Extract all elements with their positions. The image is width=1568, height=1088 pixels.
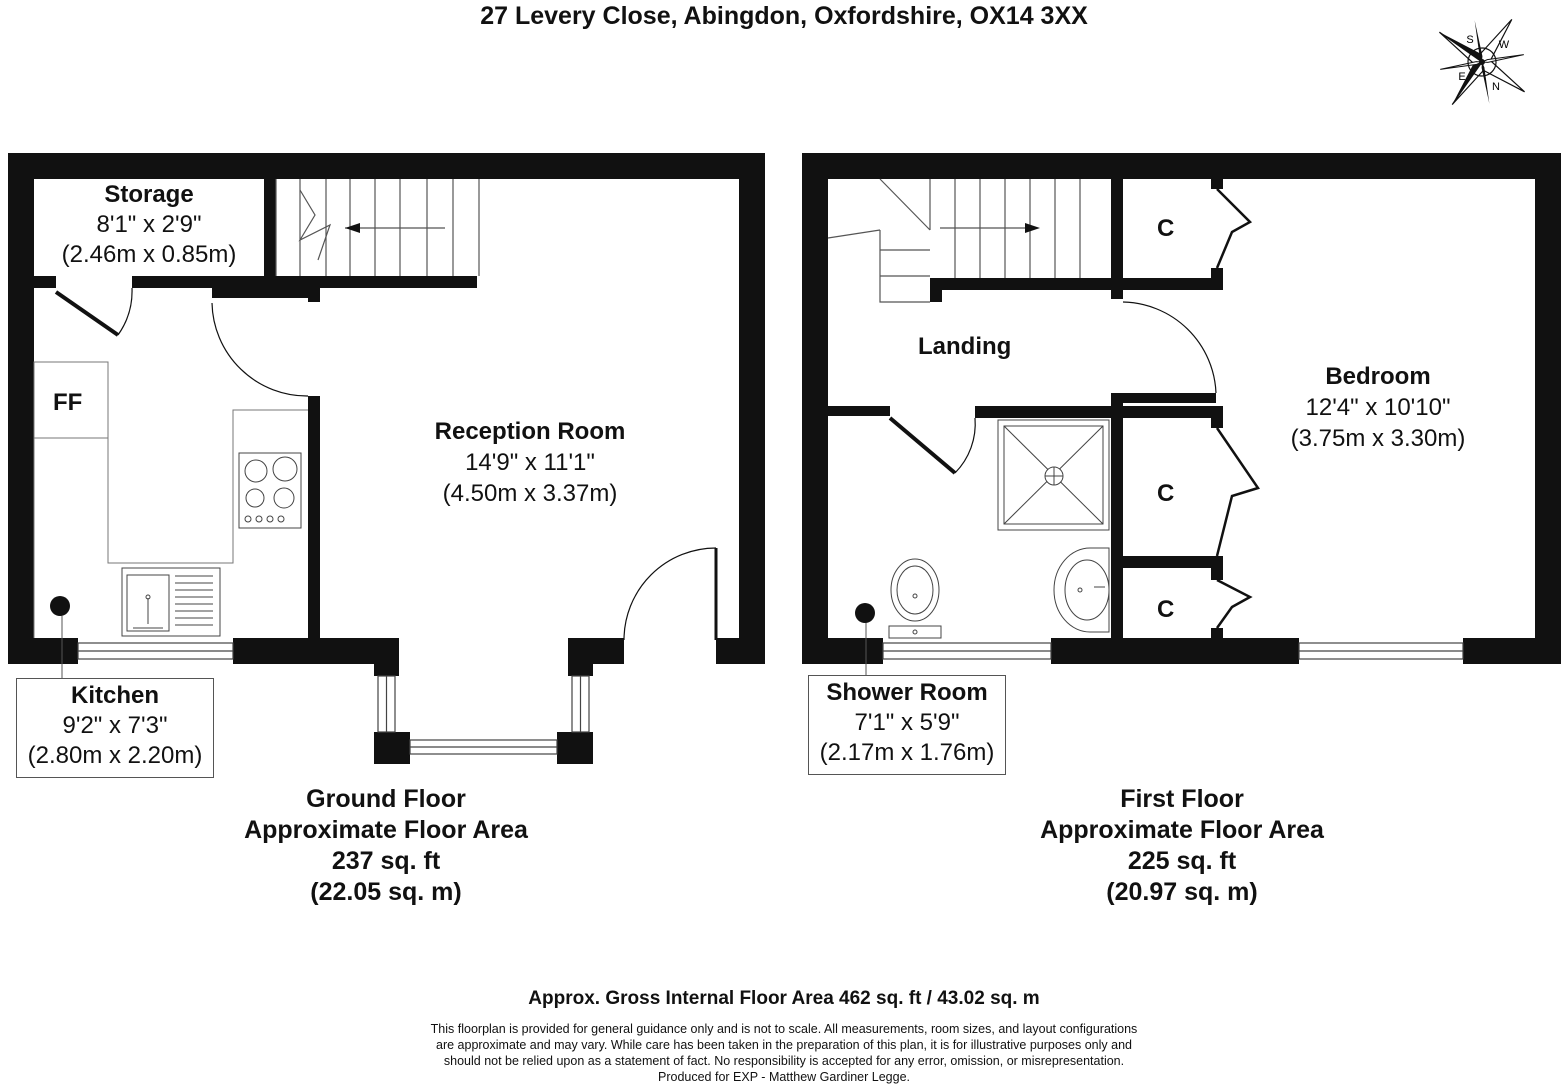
shower-room-metric: (2.17m x 1.76m) [819, 739, 995, 766]
kitchen-label [16, 678, 214, 778]
gross-internal-area: Approx. Gross Internal Floor Area 462 sq. ft / 43.02 sq. m [528, 988, 1040, 1009]
compass-icon [1410, 0, 1555, 134]
reception-room-label [400, 416, 660, 509]
ground-floor-sqm: (22.05 sq. m) [310, 878, 462, 906]
fridge-freezer-label: FF [53, 389, 83, 416]
first-floor-sqm: (20.97 sq. m) [1106, 878, 1258, 906]
bedroom-name: Bedroom [1325, 363, 1431, 390]
reception-metric: (4.50m x 3.37m) [442, 480, 618, 507]
first-floor-subtitle: Approximate Floor Area [1040, 816, 1324, 844]
shower-room-label [808, 675, 1006, 775]
compass-letter-w: W [1498, 39, 1510, 51]
disclaimer-line: should not be relied upon as a statement of fact. No responsibility is accepted for any error, omission, or misrepresentation. [443, 1054, 1125, 1068]
cupboard-label-3: C [1157, 596, 1175, 623]
shower-room-name: Shower Room [826, 679, 988, 706]
kitchen-imperial: 9'2" x 7'3" [62, 712, 168, 739]
reception-imperial: 14'9" x 11'1" [465, 449, 595, 476]
disclaimer-line: are approximate and may vary. While care has been taken in the preparation of this plan, it is for illustrative purposes only and [436, 1038, 1132, 1052]
reception-name: Reception Room [434, 418, 626, 445]
boiler-icon [855, 603, 875, 623]
bedroom-imperial: 12'4" x 10'10" [1305, 394, 1451, 421]
shower-room-imperial: 7'1" x 5'9" [854, 709, 960, 736]
compass-letter-e: E [1458, 71, 1466, 83]
storage-name: Storage [104, 181, 194, 208]
first-floor-area-label [996, 784, 1368, 908]
disclaimer-line: This floorplan is provided for general guidance only and is not to scale. All measurements, room sizes, and layout configurations [430, 1022, 1138, 1036]
disclaimer-line: Produced for EXP - Matthew Gardiner Legge. [658, 1070, 910, 1084]
ground-floor-title: Ground Floor [306, 785, 466, 813]
cupboard-label-2: C [1157, 480, 1175, 507]
compass-letter-n: N [1492, 81, 1500, 93]
kitchen-metric: (2.80m x 2.20m) [27, 742, 203, 769]
first-floor-sqft: 225 sq. ft [1127, 847, 1237, 875]
boiler-icon [50, 596, 70, 616]
storage-room-label [38, 180, 260, 270]
bedroom-metric: (3.75m x 3.30m) [1290, 425, 1466, 452]
ground-floor-area-label [200, 784, 572, 908]
compass-letter-s: S [1466, 34, 1474, 46]
first-floor-title: First Floor [1120, 785, 1244, 813]
landing-label: Landing [918, 333, 1012, 360]
storage-imperial: 8'1" x 2'9" [96, 211, 202, 238]
disclaimer [384, 1021, 1184, 1085]
storage-metric: (2.46m x 0.85m) [61, 241, 237, 268]
ground-floor-sqft: 237 sq. ft [331, 847, 441, 875]
cupboard-label-1: C [1157, 215, 1175, 242]
bedroom-label [1258, 361, 1498, 454]
ground-floor-subtitle: Approximate Floor Area [244, 816, 528, 844]
page-title: 27 Levery Close, Abingdon, Oxfordshire, OX14 3XX [480, 2, 1088, 30]
kitchen-name: Kitchen [70, 682, 159, 709]
